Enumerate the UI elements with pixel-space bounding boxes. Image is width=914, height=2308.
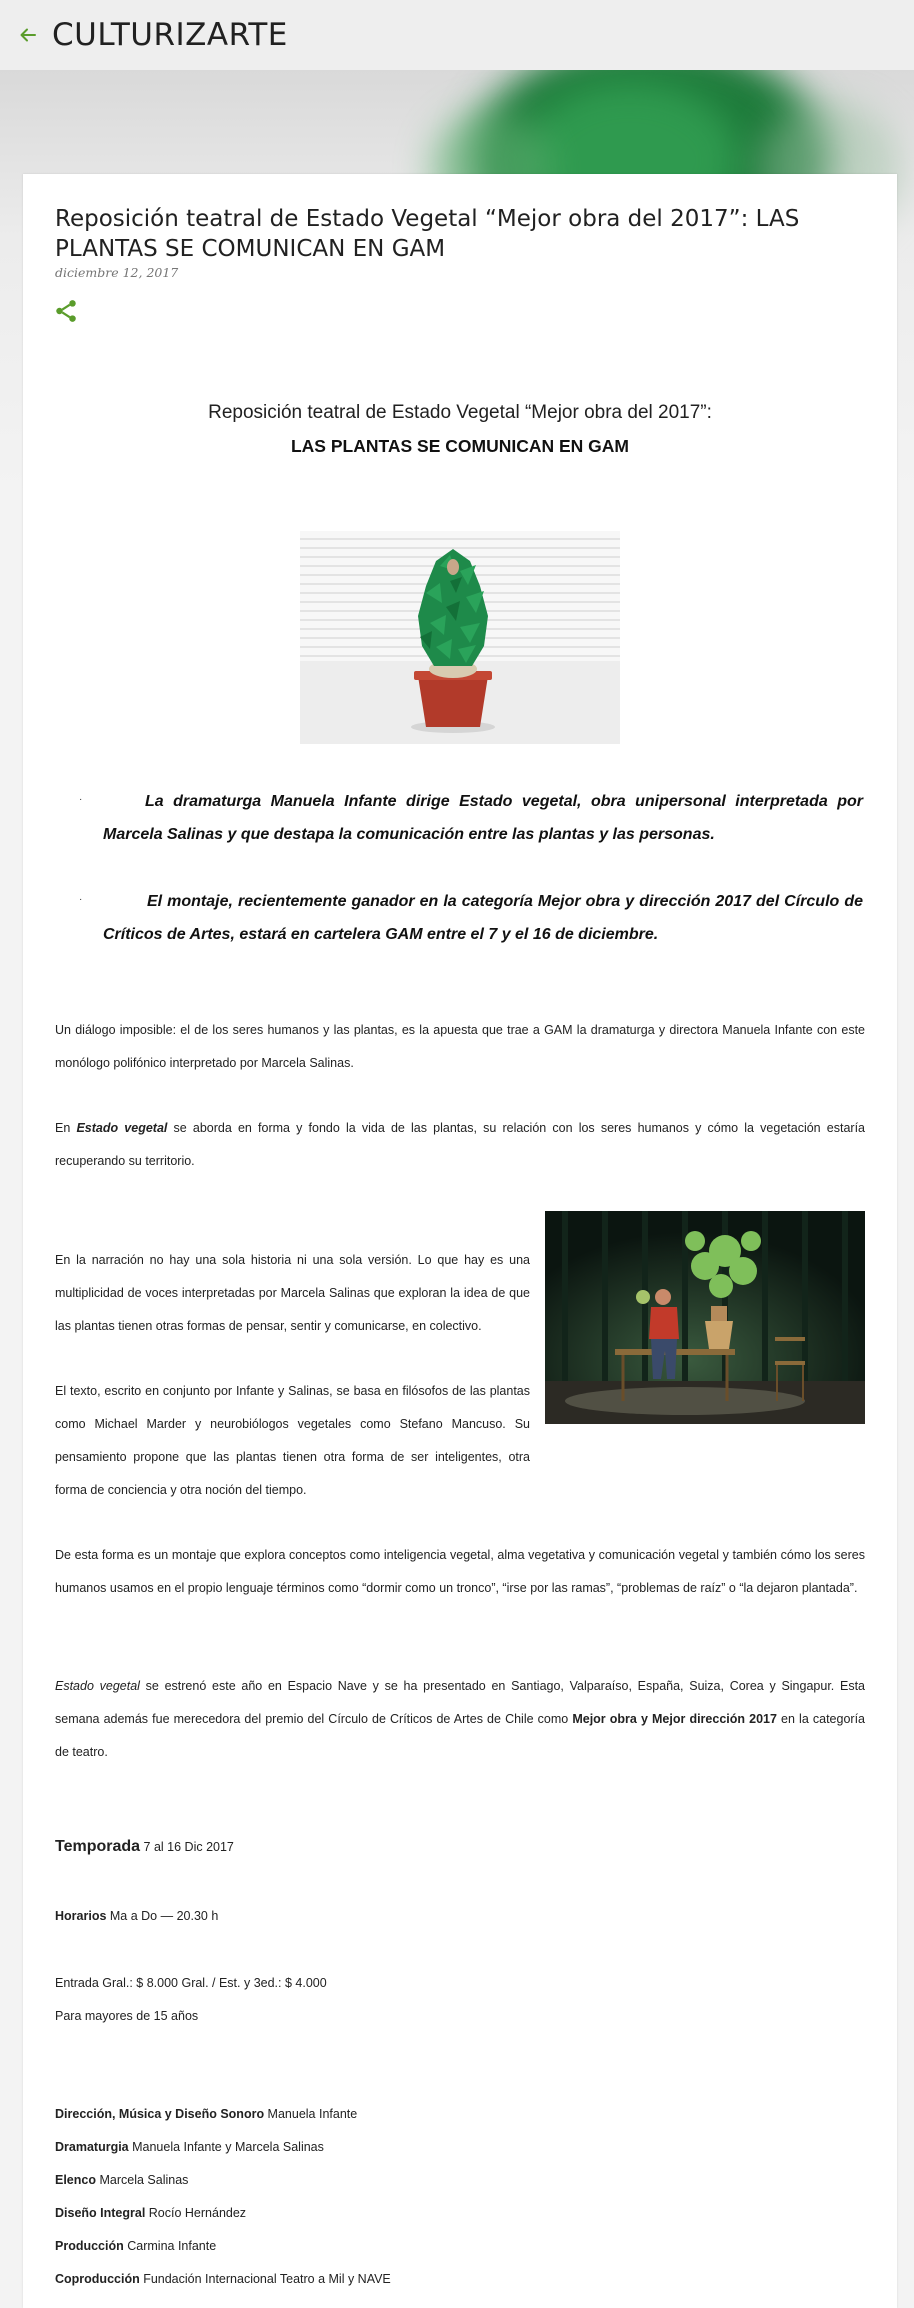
paragraph-prefix: En [55, 1121, 77, 1135]
paragraph: En la narración no hay una sola historia ni una sola versión. Lo que hay es una multiplicidad de voces interpretadas por Marcela Salinas que exploran la idea de que las plantas tienen otras formas de pensar, sentir y comunicarse, en colectivo. [55, 1253, 530, 1333]
bullet-item: El montaje, recientemente ganador en la categoría Mejor obra y dirección 2017 del Círculo de Críticos de Artes, estará en cartelera GAM entre el 7 y el 16 de diciembre. [103, 893, 863, 943]
credit-line [55, 2272, 865, 2286]
credit-value: Marcela Salinas [96, 2173, 189, 2187]
blog-title[interactable]: CULTURIZARTE [52, 17, 288, 53]
credit-line [55, 2107, 865, 2121]
award-text: Mejor obra y Mejor dirección 2017 [572, 1712, 777, 1726]
credit-line [55, 2239, 865, 2253]
credit-label: Dramaturgia [55, 2140, 129, 2154]
share-icon [53, 298, 79, 324]
back-button[interactable] [8, 15, 48, 55]
age-rating: Para mayores de 15 años [55, 2009, 199, 2023]
article-heading: Reposición teatral de Estado Vegetal “Mejor obra del 2017”: [208, 402, 712, 423]
play-title: Estado vegetal [55, 1679, 140, 1693]
post-date[interactable]: diciembre 12, 2017 [55, 265, 179, 280]
season-line [55, 1838, 865, 1856]
schedule-value: Ma a Do — 20.30 h [106, 1909, 219, 1923]
paragraph-rest: se aborda en forma y fondo la vida de las plantas, su relación con los seres humanos y cómo la vegetación estaría recuperando su territorio. [55, 1121, 865, 1168]
stage-scene-photo[interactable] [545, 1211, 865, 1424]
credit-value: Rocío Hernández [145, 2206, 247, 2220]
top-bar [0, 0, 914, 70]
credit-line [55, 2140, 865, 2154]
article-subheading: LAS PLANTAS SE COMUNICAN EN GAM [290, 436, 629, 456]
credit-label: Producción [55, 2239, 124, 2253]
credit-label: Diseño Integral [55, 2206, 146, 2220]
credit-line [55, 2173, 865, 2187]
season-value: 7 al 16 Dic 2017 [140, 1840, 234, 1854]
credit-label: Dirección, Música y Diseño Sonoro [55, 2107, 265, 2121]
credit-value: Manuela Infante [264, 2107, 358, 2121]
share-button[interactable] [53, 298, 81, 326]
credit-line [55, 2206, 865, 2220]
credit-value: Manuela Infante y Marcela Salinas [128, 2140, 324, 2154]
paragraph-end: en la categoría de teatro. [55, 1712, 865, 1759]
bullet-item: La dramaturga Manuela Infante dirige Estado vegetal, obra unipersonal interpretada por Marcela Salinas y que destapa la comunicación entre las plantas y las personas. [103, 793, 863, 843]
bullet-marker: · [79, 894, 83, 905]
paragraph: El texto, escrito en conjunto por Infante y Salinas, se basa en filósofos de las plantas como Michael Marder y neurobiólogos vegetales como Stefano Mancuso. Su pensamiento propone que las plantas tienen otra forma de ser inteligentes, otra forma de conciencia y otra noción del tiempo. [55, 1384, 530, 1497]
paragraph: Un diálogo imposible: el de los seres humanos y las plantas, es la apuesta que trae a GAM la dramaturga y directora Manuela Infante con este monólogo polifónico interpretado por Marcela Salinas. [55, 1023, 865, 1070]
bullet-marker: · [79, 794, 83, 805]
schedule-line [55, 1909, 865, 1923]
post-title: Reposición teatral de Estado Vegetal “Mejor obra del 2017”: LAS PLANTAS SE COMUNICAN EN GAM [55, 206, 800, 262]
paragraph: De esta forma es un montaje que explora conceptos como inteligencia vegetal, alma vegetativa y comunicación vegetal y también cómo los seres humanos usamos en el propio lenguaje términos como “dormir como un tronco”, “irse por las ramas”, “problemas de raíz” o “la dejaron plantada”. [55, 1548, 865, 1595]
credit-value: Carmina Infante [123, 2239, 217, 2253]
entry-price: Entrada Gral.: $ 8.000 Gral. / Est. y 3ed.: $ 4.000 [55, 1976, 327, 1990]
plant-costume-photo[interactable] [300, 531, 620, 744]
schedule-label: Horarios [55, 1909, 107, 1923]
credit-label: Elenco [55, 2173, 96, 2187]
play-title: Estado vegetal [76, 1121, 168, 1135]
season-label: Temporada [55, 1838, 141, 1855]
arrow-left-icon [18, 25, 38, 45]
paragraph [55, 1112, 865, 1178]
paragraph [55, 1670, 865, 1769]
credit-value: Fundación Internacional Teatro a Mil y NAVE [139, 2272, 391, 2286]
credit-label: Coproducción [55, 2272, 140, 2286]
paragraph-mid: se estrenó este año en Espacio Nave y se ha presentado en Santiago, Valparaíso, España, Suiza, Corea y Singapur. Esta semana además fue merecedora del premio del Círculo de Críticos de Artes de Chile como [55, 1679, 865, 1726]
post-card [23, 174, 897, 2308]
